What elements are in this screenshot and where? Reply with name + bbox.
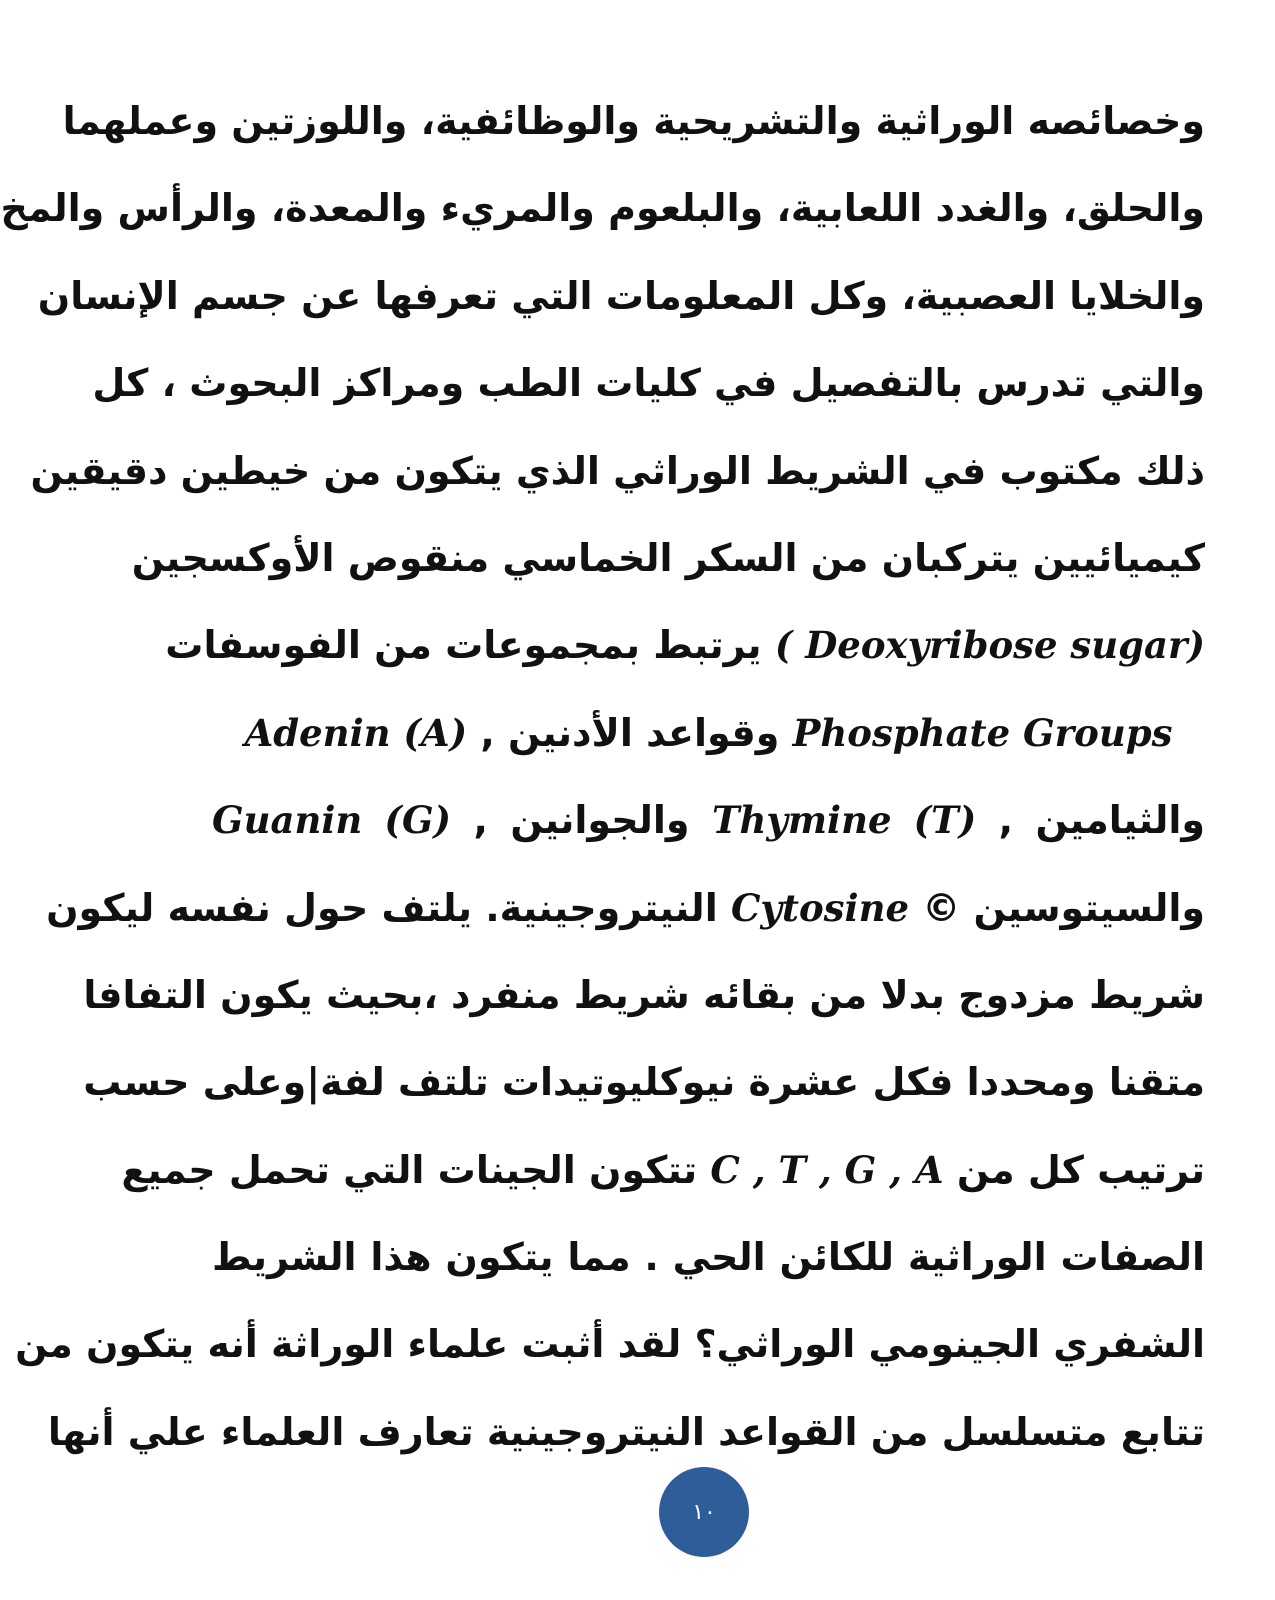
page-number-badge [659, 1467, 749, 1557]
arabic-text: وخصائصه الوراثية والتشريحية والوظائفية، واللوزتين وعملهما [62, 99, 1205, 143]
arabic-text: ذلك مكتوب في الشريط الوراثي الذي يتكون من خيطين دقيقين [30, 448, 1205, 493]
latin-term: Phosphate Groups [792, 710, 1173, 755]
latin-term: Guanin (G) [212, 798, 452, 843]
arabic-text: والجوانين , [473, 798, 690, 843]
text-line [46, 865, 1205, 952]
latin-term: Adenin (A) [244, 710, 468, 755]
text-line [37, 253, 1205, 340]
arabic-text: شريط مزدوج بدلا من بقائه شريط منفرد ،بحيث يكون التفافا [83, 972, 1205, 1017]
text-line [83, 952, 1205, 1039]
arabic-text: الشفري الجينومي الوراثي؟ لقد أثبت علماء الوراثة أنه يتكون من [15, 1322, 1205, 1367]
arabic-text: والخلايا العصبية، وكل المعلومات التي تعرفها عن جسم الإنسان [37, 273, 1205, 318]
latin-term: ( Deoxyribose sugar) [774, 623, 1205, 668]
text-line [131, 515, 1205, 602]
text-line [62, 78, 1205, 165]
text-line [121, 1127, 1205, 1214]
arabic-text: والثيامين , [998, 798, 1205, 843]
text-line [212, 1214, 1205, 1301]
latin-term: Cytosine [730, 885, 910, 930]
text-line [47, 1389, 1205, 1476]
text-line [212, 777, 1205, 864]
text-line [30, 428, 1205, 515]
text-line [165, 602, 1205, 689]
arabic-text: وقواعد الأدنين , [480, 710, 780, 755]
arabic-text: ترتيب كل من [956, 1147, 1205, 1192]
arabic-text: تتكون الجينات التي تحمل جميع [121, 1147, 698, 1192]
text-line [92, 340, 1205, 427]
latin-term: C , T , G , A [710, 1147, 944, 1192]
arabic-text: والسيتوسين © [922, 885, 1205, 930]
latin-term: Thymine (T) [711, 798, 977, 843]
arabic-text: كيميائيين يتركبان من السكر الخماسي منقوص الأوكسجين [131, 535, 1205, 580]
text-line [15, 1301, 1205, 1388]
arabic-text: متقنا ومحددا فكل عشرة نيوكليوتيدات تلتف لفة|وعلى حسب [83, 1060, 1205, 1105]
arabic-text: والحلق، والغدد اللعابية، والبلعوم والمريء والمعدة، والرأس والمخ [0, 186, 1205, 231]
body-text [0, 78, 1205, 1476]
arabic-text: والتي تدرس بالتفصيل في كليات الطب ومراكز البحوث ، كل [92, 361, 1205, 406]
text-line [0, 165, 1205, 252]
arabic-text: تتابع متسلسل من القواعد النيتروجينية تعارف العلماء علي أنها [47, 1409, 1205, 1454]
text-line [212, 690, 1205, 777]
text-line [83, 1039, 1205, 1126]
arabic-text: الصفات الوراثية للكائن الحي . مما يتكون هذا الشريط [212, 1235, 1205, 1280]
page-number: ١٠ [692, 1499, 716, 1525]
arabic-text: يرتبط بمجموعات من الفوسفات [165, 623, 762, 668]
arabic-text: النيتروجينية. يلتف حول نفسه ليكون [46, 885, 718, 930]
